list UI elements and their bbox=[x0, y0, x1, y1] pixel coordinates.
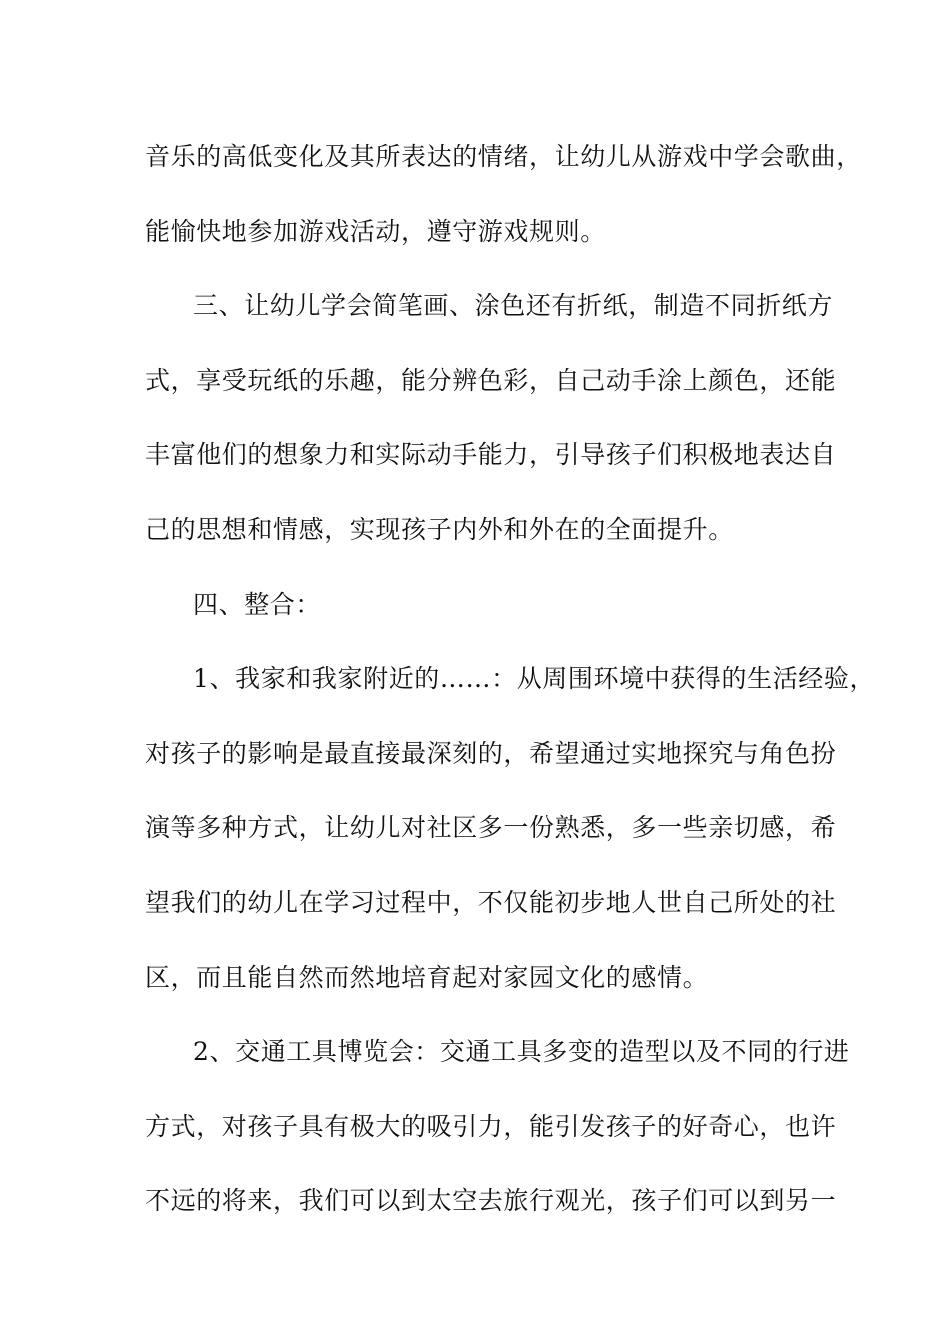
paragraph-start-line: 三、让幼儿学会简笔画、涂色还有折纸，制造不同折纸方 bbox=[193, 291, 834, 321]
text-line: 己的思想和情感，实现孩子内外和外在的全面提升。 bbox=[145, 514, 734, 544]
text-line: 区，而且能自然而然地培育起对家园文化的感情。 bbox=[145, 962, 709, 992]
text-line: 望我们的幼儿在学习过程中，不仅能初步地人世自己所处的社 bbox=[145, 887, 837, 917]
text-line: 音乐的高低变化及其所表达的情绪，让幼儿从游戏中学会歌曲， bbox=[145, 142, 862, 171]
text-line: 式，享受玩纸的乐趣，能分辨色彩，自己动手涂上颜色，还能 bbox=[145, 365, 837, 395]
section-heading: 四、整合： bbox=[193, 589, 322, 619]
text-line: 丰富他们的想象力和实际动手能力，引导孩子们积极地表达自 bbox=[145, 440, 837, 470]
text-line: 演等多种方式，让幼儿对社区多一份熟悉，多一些亲切感，希 bbox=[145, 813, 837, 843]
paragraph-start-line: 1、我家和我家附近的……：从周围环境中获得的生活经验， bbox=[193, 664, 876, 694]
text-line: 不远的将来，我们可以到太空去旅行观光，孩子们可以到另一 bbox=[145, 1186, 837, 1216]
document-body bbox=[145, 120, 876, 1239]
text-line: 能愉快地参加游戏活动，遵守游戏规则。 bbox=[145, 216, 606, 246]
text-line: 对孩子的影响是最直接最深刻的，希望通过实地探究与角色扮 bbox=[145, 738, 837, 768]
paragraph-start-line: 2、交通工具博览会：交通工具多变的造型以及不同的行进 bbox=[193, 1037, 850, 1067]
text-line: 方式，对孩子具有极大的吸引力，能引发孩子的好奇心，也许 bbox=[145, 1111, 837, 1141]
